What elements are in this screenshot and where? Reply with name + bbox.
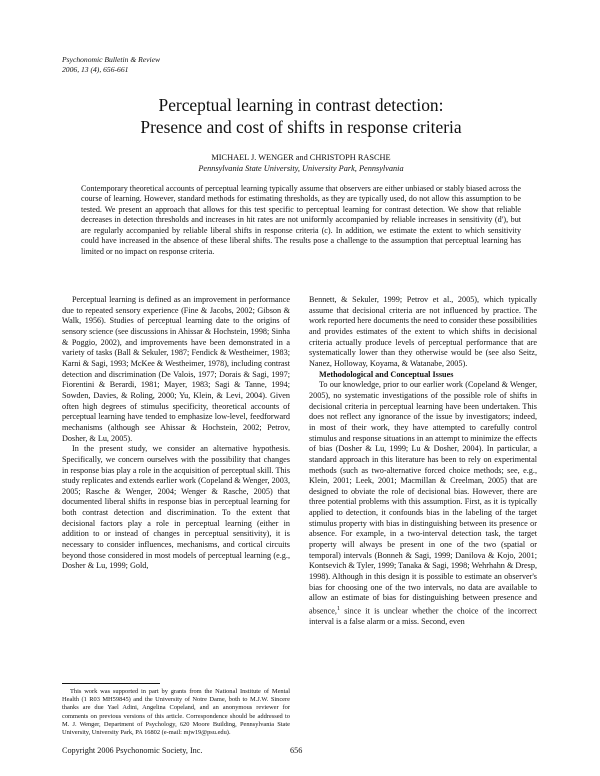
journal-citation: 2006, 13 (4), 656-661 <box>62 65 129 74</box>
title-line-1: Perceptual learning in contrast detection: <box>158 95 444 115</box>
footnote-marker: 1 <box>336 606 340 613</box>
footnote-divider <box>62 683 160 684</box>
body-column-left <box>62 295 290 572</box>
article-title <box>62 94 540 138</box>
paragraph: Perceptual learning is defined as an improvement in performance due to repeated sensory experience (Fine & Jacobs, 2002; Gibson & Walk, 1956). Studies of perceptual learning date to the origins of sensory science (see discussions in Ahissar & Hochstein, 1998; Sinha & Poggio, 2002), and improvements have been demonstrated in a variety of tasks (Ball & Sekuler, 1987; Fendick & Westheimer, 1983; Karni & Sagi, 1993; McKee & Westheimer, 1978), including contrast detection and discrimination (De Valois, 1977; Dorais & Sagi, 1997; Fiorentini & Berardi, 1981; Mayer, 1983; Sagi & Tanne, 1994; Sowden, Davies, & Roling, 2000; Yu, Klein, & Levi, 2004). Given often high degrees of stimulus specificity, theoretical accounts of perceptual learning have tended to emphasize low-level, feedforward mechanisms (although see Ahissar & Hochstein, 2002; Petrov, Dosher, & Lu, 2005). <box>62 295 290 443</box>
body-column-right <box>309 295 537 628</box>
authors: MICHAEL J. WENGER and CHRISTOPH RASCHE <box>211 153 391 162</box>
paragraph: Bennett, & Sekuler, 1999; Petrov et al., 2005), which typically assume that decisional criteria are not influenced by practice. The work reported here documents the need to consider these possibilities and provides estimates of the extent to which shifts in decisional criteria actually produce levels of perceptual performance that are systematically lower than they otherwise would be (see also Seitz, Nanez, Holloway, Koyama, & Watanabe, 2005). <box>309 295 537 368</box>
title-line-2: Presence and cost of shifts in response criteria <box>140 117 462 137</box>
paragraph-text-end: since it is unclear whether the choice of the incorrect interval is a false alarm or a miss. Second, even <box>309 606 537 627</box>
paragraph: In the present study, we consider an alternative hypothesis. Specifically, we concern ourselves with the possibility that changes in response bias play a role in the acquisition of perceptual skill. This study replicates and extends earlier work (Copeland & Wenger, 2003, 2005; Rasche & Wenger, 2004; Wenger & Rasche, 2005) that documented liberal shifts in response bias in perceptual learning for both contrast detection and discrimination. To the extent that decisional factors play a role in perceptual learning (either in addition to or instead of changes in perceptual sensitivity), it is necessary to consider influences, mechanisms, and cortical circuits beyond those considered in most models of perceptual learning (e.g., Dosher & Lu, 1999; Gold, <box>62 444 290 571</box>
journal-name: Psychonomic Bulletin & Review <box>62 55 161 64</box>
paragraph <box>309 380 537 628</box>
author-note: This work was supported in part by grants from the National Institute of Mental Health (1 R03 MH59845) and the University of Notre Dame, both to M.J.W. Sincere thanks are due Yael Adini, Angelina Copeland, and an anonymous reviewer for comments on previous versions of this article. Correspondence should be addressed to M. J. Wenger, Department of Psychology, 620 Moore Building, Pennsylvania State University, University Park, PA 16802 (e-mail: mjw19@psu.edu). <box>62 688 290 737</box>
paragraph-text: To our knowledge, prior to our earlier work (Copeland & Wenger, 2005), no systematic investigations of the possible role of shifts in decisional criteria in perceptual learning have been undertaken. This does not reflect any ignorance of the issue by investigators; indeed, in most of their work, they have attempted to carefully control stimulus and response situations in an attempt to minimize the effects of bias (Dosher & Lu, 1999; Lu & Dosher, 2004). In particular, a standard approach in this literature has been to rely on experimental methods (such as two-alternative forced choice methods; see, e.g., Klein, 2001; Leek, 2001; Macmillan & Creelman, 2005) that are designed to obviate the role of decisional bias. However, there are three potential problems with this assumption. First, as it is typically applied to detection, it confounds bias in the labeling of the target stimulus property with bias in distinguishing between its presence or absence. For example, in a two-interval detection task, the target property will always be present in one of the two (spatial or temporal) intervals (Bonneh & Sagi, 1999; Danilova & Kojo, 2001; Kontsevich & Tyler, 1999; Tanaka & Sagi, 1998; Wehrhahn & Dresp, 1998). Although in this design it is possible to estimate an observer's bias for choosing one of the two intervals, no data are available to allow an estimate of bias for distinguishing between presence and absence, <box>309 380 537 616</box>
section-heading: Methodological and Conceptual Issues <box>319 369 454 379</box>
copyright: Copyright 2006 Psychonomic Society, Inc. <box>62 746 203 755</box>
page-number: 656 <box>290 746 303 755</box>
journal-header <box>62 55 160 75</box>
affiliation: Pennsylvania State University, University Park, Pennsylvania <box>198 164 404 173</box>
abstract: Contemporary theoretical accounts of perceptual learning typically assume that observers are either unbiased or stably biased across the course of learning. However, standard methods for estimating thresholds, as they are typically used, do not allow this assumption to be tested. We present an approach that allows for this test specific to perceptual learning for contrast detection. We show that reliable decreases in detection thresholds and increases in hit rates are not uniformly accompanied by reliable increases in sensitivity (d′), but are regularly accompanied by reliable liberal shifts in response criteria (c). In addition, we estimate the extent to which sensitivity could have increased in the absence of these liberal shifts. The results pose a challenge to the assumption that perceptual learning has limited or no impact on response criteria. <box>81 184 521 256</box>
